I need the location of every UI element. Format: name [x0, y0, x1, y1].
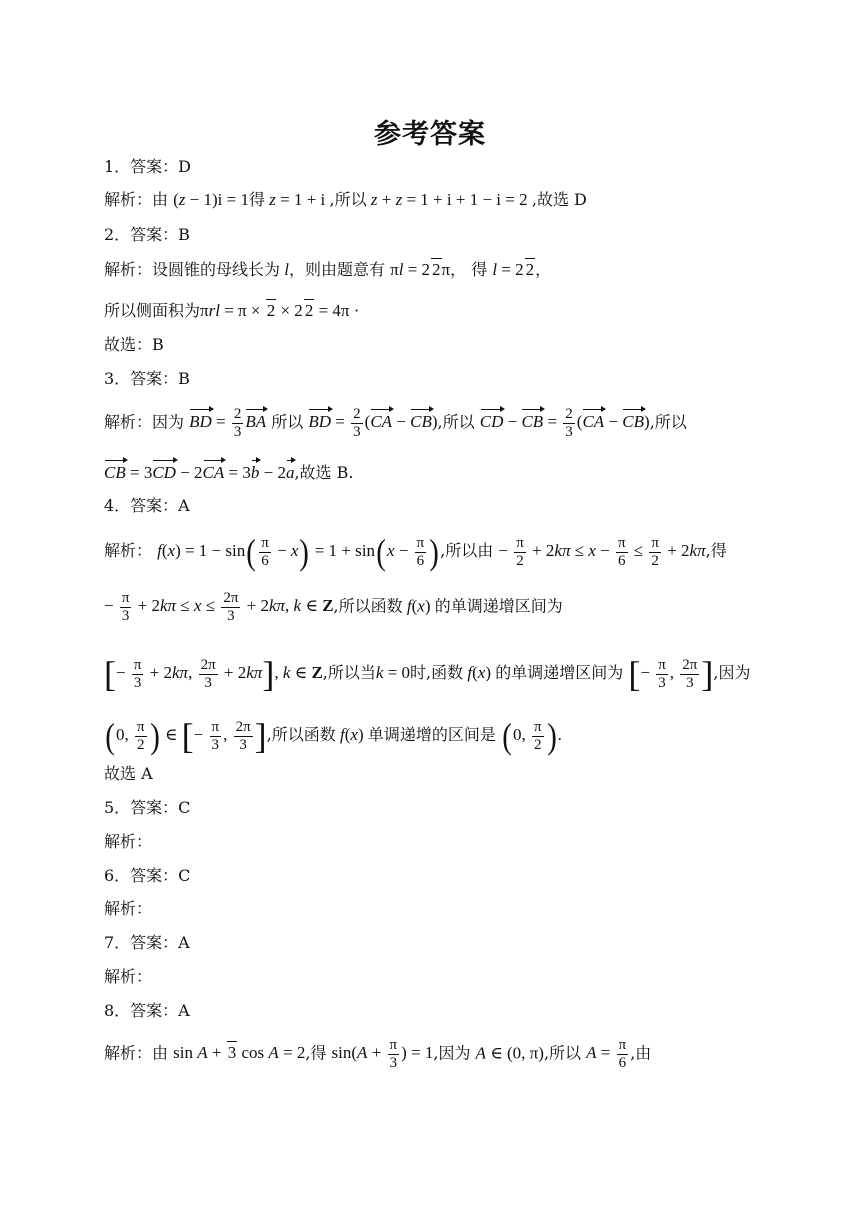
answer-4: 4．答案：A [104, 496, 190, 515]
answer-2: 2．答案：B [104, 225, 190, 244]
page-title: 参考答案 [374, 119, 486, 150]
math-expr: l = 2 2 [492, 260, 535, 279]
solution-5: 解析： [104, 832, 153, 851]
solution-4-line-3: [− $\frac{\pi}{3}$ + 2kπ, $\frac{2\pi}{3}$ + 2kπ], k ∈ Z,所以当k = 0时,函数 f(x) 的单调递增区间为 [− $\frac{\pi}{3}$ , $\frac{2\pi}{3}$ ],因为 [104, 654, 751, 694]
math-expr: A ∈ (0, π) [475, 1043, 544, 1063]
math-expr: sin(A + $\frac{\pi}{3}$ ) = 1 [331, 1037, 434, 1071]
math-expr: A = $\frac{\pi}{6}$ [586, 1037, 627, 1071]
math-expr: sin A + 3 cos A = 2 [173, 1043, 306, 1063]
solution-4-line-1: 解析： f(x) = 1 − sin( $\frac{\pi}{6}$ − x) = 1 + sin(x − $\frac{\pi}{6}$ ),所以由 − $\frac{\pi}{2}$ + 2kπ ≤ x − $\frac{\pi}{6}$ ≤ $\frac{\pi}{2}$ + 2kπ,得 [104, 532, 727, 572]
math-expr: CB = 3CD − 2CA = 3b − 2a [104, 463, 295, 482]
math-expr: (0, $\frac{\pi}{2}$ ) ∈ [− $\frac{\pi}{3}$ , $\frac{2\pi}{3}$ ] [105, 716, 267, 756]
solution-4-line-4: (0, $\frac{\pi}{2}$ ) ∈ [− $\frac{\pi}{3}$ , $\frac{2\pi}{3}$ ],所以函数 f(x) 单调递增的区间是 (0, $\frac{\pi}{2}$ ). [105, 716, 562, 756]
math-expr: πl = 2 2π [390, 260, 451, 279]
answer-3: 3．答案：B [104, 369, 190, 388]
answer-7: 7．答案：A [104, 933, 190, 952]
solution-3-line-1: 解析：因为 BD = $\frac{2}{3}$ BA 所以 BD = $\frac{2}{3}$ (CA − CB),所以 CD − CB = $\frac{2}{3}$ (CA − CB),所以 [104, 406, 687, 440]
math-expr: BD = $\frac{2}{3}$ BA [189, 406, 267, 440]
solution-3-line-2: CB = 3CD − 2CA = 3b − 2a,故选 B. [104, 463, 354, 482]
answer-5: 5．答案：C [104, 798, 191, 817]
math-expr: BD = $\frac{2}{3}$ (CA − CB) [308, 406, 438, 440]
math-expr: z = 1 + i [269, 190, 330, 209]
solution-2-conclusion: 故选：B [104, 335, 164, 354]
math-expr: πrl = π × 2 × 2 2 = 4π · [200, 301, 360, 320]
math-expr: (0, $\frac{\pi}{2}$ ). [502, 716, 562, 756]
solution-2-line-2: 所以侧面积为πrl = π × 2 × 2 2 = 4π · [104, 301, 360, 320]
answer-8: 8．答案：A [104, 1001, 190, 1020]
math-expr: f(x) = 1 − sin( $\frac{\pi}{6}$ − x) = 1 + sin(x − $\frac{\pi}{6}$ ) [157, 532, 440, 572]
math-expr: CD − CB = $\frac{2}{3}$ (CA − CB) [479, 406, 650, 440]
math-expr: (z − 1)i = 1 [173, 190, 249, 209]
solution-2-line-1: 解析：设圆锥的母线长为 l，则由题意有 πl = 2 2π， 得 l = 2 2， [104, 260, 552, 279]
math-expr: z + z = 1 + i + 1 − i = 2 [370, 190, 532, 209]
solution-6: 解析： [104, 899, 153, 918]
answer-6: 6．答案：C [104, 866, 191, 885]
math-expr: [− $\frac{\pi}{3}$ + 2kπ, $\frac{2\pi}{3}$ + 2kπ], k ∈ Z [104, 654, 323, 694]
math-expr: − $\frac{\pi}{3}$ + 2kπ ≤ x ≤ $\frac{2\pi}{3}$ + 2kπ, k ∈ Z [104, 590, 334, 624]
answer-1: 1．答案：D [104, 157, 192, 176]
solution-8: 解析：由 sin A + 3 cos A = 2,得 sin(A + $\frac{\pi}{3}$ ) = 1,因为 A ∈ (0, π),所以 A = $\frac{\pi}{6}$ ,由 [104, 1037, 652, 1071]
solution-4-conclusion: 故选 A [104, 764, 153, 783]
solution-7: 解析： [104, 967, 153, 986]
math-expr: − $\frac{\pi}{2}$ + 2kπ ≤ x − $\frac{\pi}{6}$ ≤ $\frac{\pi}{2}$ + 2kπ [498, 534, 706, 569]
solution-1: 解析：由 (z − 1)i = 1得 z = 1 + i ,所以 z + z = 1 + i + 1 − i = 2 ,故选 D [104, 190, 587, 209]
solution-4-line-2: − $\frac{\pi}{3}$ + 2kπ ≤ x ≤ $\frac{2\pi}{3}$ + 2kπ, k ∈ Z,所以函数 f(x) 的单调递增区间为 [104, 590, 563, 624]
math-expr: [− $\frac{\pi}{3}$ , $\frac{2\pi}{3}$ ] [628, 654, 714, 694]
